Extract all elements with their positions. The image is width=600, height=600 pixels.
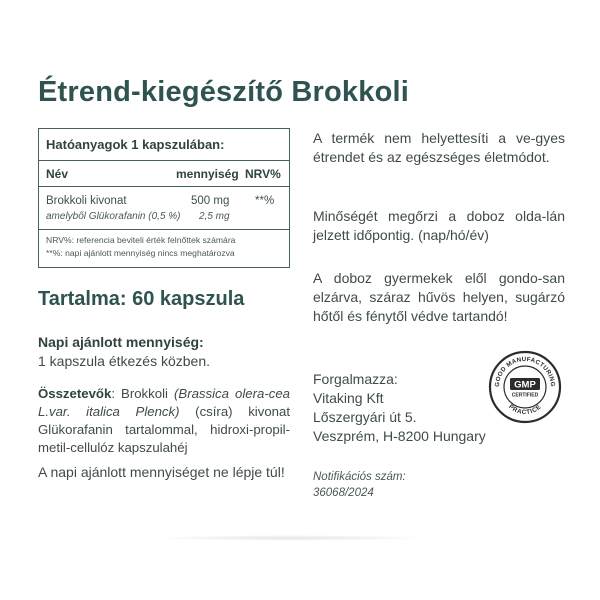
content-heading: Tartalma: 60 kapszula <box>38 288 245 310</box>
daily-dose-label: Napi ajánlott mennyiség: <box>38 334 204 350</box>
row2-name: amelyből Glükorafanin (0,5 %) <box>46 211 181 222</box>
distributor <box>313 370 493 446</box>
row1-name: Brokkoli kivonat <box>46 195 127 207</box>
notification-label: Notifikációs szám: <box>313 471 406 483</box>
row1-nrv: **% <box>255 195 275 207</box>
divider <box>39 229 289 230</box>
seal-certified-text: CERTIFIED <box>511 392 539 399</box>
footnote-stars: **%: napi ajánlott mennyiség nincs meghatározva <box>46 248 235 258</box>
storage: A doboz gyermekek elől gondo-san elzárva, száraz hűvös helyen, sugárzó hőtől és fénytől védve tartandó! <box>313 270 565 324</box>
disclaimer: A termék nem helyettesíti a ve-gyes étrendet és az egészséges életmódot. <box>313 130 565 165</box>
street-address: Lőszergyári út 5. <box>313 409 417 425</box>
seal-gmp-text: GMP <box>514 379 536 391</box>
ingredients-text: : Brokkoli <box>111 386 174 401</box>
divider <box>39 186 289 187</box>
dose-warning: A napi ajánlott mennyiséget ne lépje túl! <box>38 464 285 480</box>
ingredients-label: Összetevők <box>38 386 112 401</box>
footnote-nrv: NRV%: referencia beviteli érték felnőttek számára <box>46 235 236 245</box>
col-name: Név <box>46 167 69 181</box>
gmp-seal-icon <box>488 350 562 424</box>
city-address: Veszprém, H-8200 Hungary <box>313 428 486 444</box>
best-before: Minőségét megőrzi a doboz olda-lán jelzett időpontig. (nap/hó/év) <box>313 208 565 243</box>
divider <box>39 160 289 161</box>
ingredients-text-2: (csíra) kivonat Glükorafanin tartalommal, hidroxi-propil-metil-cellulóz kapszulahéj <box>38 404 290 455</box>
ingredients <box>38 385 290 457</box>
product-title: Étrend-kiegészítő Brokkoli <box>38 76 409 108</box>
nutrition-table <box>38 128 290 268</box>
daily-dose <box>38 333 290 371</box>
row2-amount: 2,5 mg <box>199 211 230 222</box>
nutrition-heading: Hatóanyagok 1 kapszulában: <box>46 137 225 152</box>
col-amount: mennyiség <box>176 167 239 181</box>
distributor-label: Forgalmazza: <box>313 371 398 387</box>
notification <box>313 469 406 501</box>
company-name: Vitaking Kft <box>313 390 384 406</box>
notification-number: 36068/2024 <box>313 487 374 499</box>
seal-ring-bottom: PRACTICE <box>507 403 543 417</box>
col-nrv: NRV% <box>245 167 281 181</box>
daily-dose-text: 1 kapszula étkezés közben. <box>38 353 210 369</box>
ingredients-latin: (Brassica olera-cea L.var. italica Plenck) <box>38 386 290 419</box>
bottom-shadow <box>150 535 430 541</box>
seal-ring-top: GOOD MANUFACTURING <box>493 355 557 388</box>
row1-amount: 500 mg <box>191 195 230 207</box>
